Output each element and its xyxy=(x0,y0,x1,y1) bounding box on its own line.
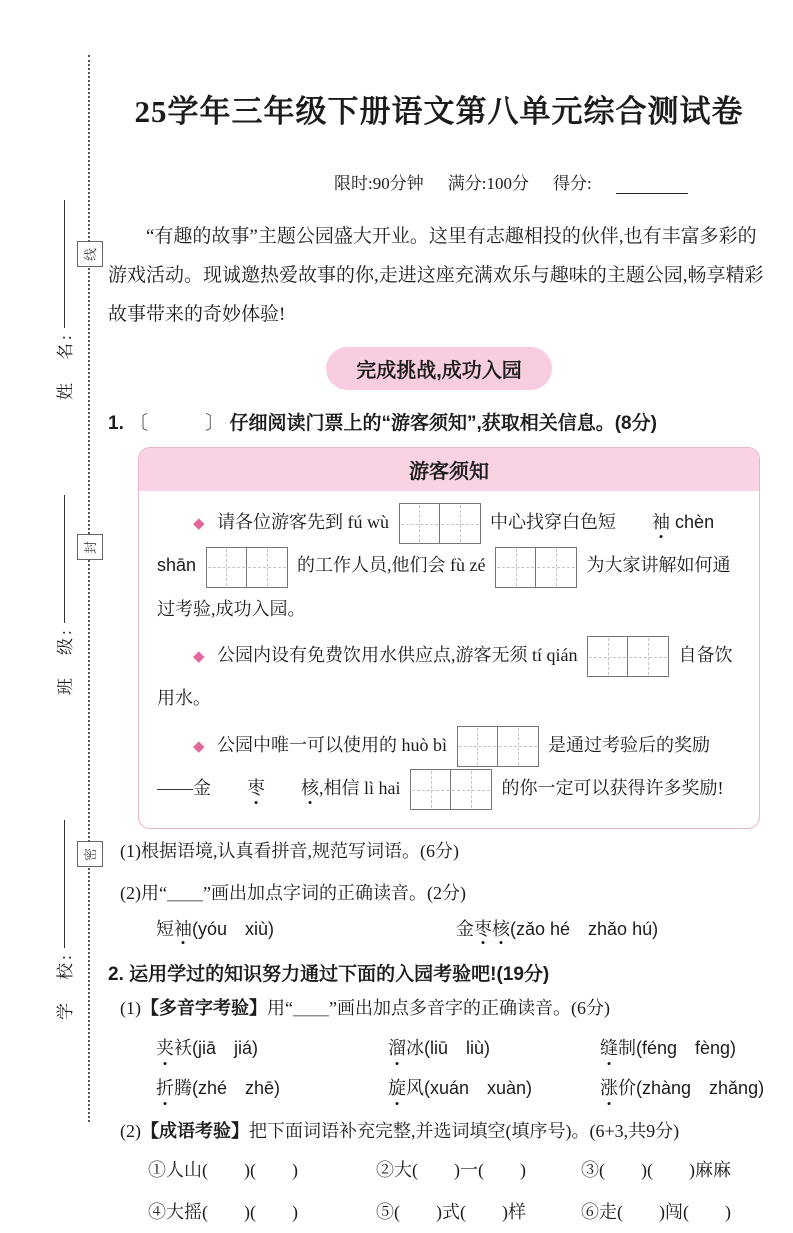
rule-1-text: 为大家讲解如何通过考验,成功入园。 xyxy=(157,555,731,619)
seal-char-box xyxy=(77,534,103,560)
idiom-item: ②大( )一( ) xyxy=(376,1160,526,1181)
sub-text: 用“＿＿”画出加点多音字的正确读音。(6分) xyxy=(267,997,610,1018)
pinyin-writing-grid xyxy=(410,769,492,810)
notice-body xyxy=(139,491,759,828)
rule-3-text: ,相信 lì hai xyxy=(319,777,401,798)
rule-1-pinyin: chèn shān xyxy=(157,511,715,576)
seal-char: 线 xyxy=(83,247,99,261)
paper-content xyxy=(108,0,770,1233)
school-field xyxy=(52,770,74,1020)
pinyin-options: (zǎo hé zhǎo hú) xyxy=(510,918,659,939)
word-char: 短 xyxy=(156,918,174,939)
question-2-text: 运用学过的知识努力通过下面的入园考验吧!(19分) xyxy=(129,963,550,985)
dotted-char: 核 xyxy=(301,777,319,798)
pinyin-writing-grid xyxy=(399,503,481,544)
dotted-char: 涨 xyxy=(600,1078,618,1099)
dotted-char: 枣 xyxy=(474,918,492,939)
dotted-char: 折 xyxy=(156,1078,174,1099)
dotted-char: 袖 xyxy=(174,918,192,939)
word-char: 制 xyxy=(618,1037,636,1058)
sub-tag: 【成语考验】 xyxy=(141,1120,249,1141)
score-label: 得分: xyxy=(552,174,592,193)
time-limit-label: 限时:90分钟 xyxy=(334,174,424,193)
diamond-bullet-icon: ◆ xyxy=(193,738,205,755)
dotted-char: 溜 xyxy=(388,1037,406,1058)
dotted-char: 枣 xyxy=(247,777,265,798)
question-2-sub-1 xyxy=(120,990,770,1028)
seal-char-box xyxy=(77,841,103,867)
rule-3-text: 公园中唯一可以使用的 huò bì xyxy=(217,734,448,755)
idiom-item: ⑥走( )闯( ) xyxy=(581,1201,731,1222)
sub-text: 把下面词语补充完整,并选词填空(填序号)。(6+3,共9分) xyxy=(249,1120,680,1141)
polyphone-item xyxy=(388,1028,600,1069)
rule-3-text: 的你一定可以获得许多奖励! xyxy=(501,777,724,798)
pinyin-options: (xuán xuàn) xyxy=(424,1078,533,1099)
polyphone-item xyxy=(156,1068,388,1109)
word-char: 价 xyxy=(618,1078,636,1099)
word-char: 腾 xyxy=(174,1078,192,1099)
idiom-items xyxy=(148,1150,770,1233)
sub-label: (2) xyxy=(120,1120,141,1141)
score-bracket: 〔 〕 xyxy=(129,412,225,434)
polyphone-item xyxy=(156,1028,388,1069)
pinyin-writing-grid xyxy=(495,547,577,588)
school-field-label: 学 校: xyxy=(55,952,75,1020)
class-field-label: 班 级: xyxy=(55,627,75,695)
word-char: 袄 xyxy=(174,1037,192,1058)
notice-rule-3 xyxy=(157,724,741,811)
pinyin-options: (zhàng zhǎng) xyxy=(636,1078,765,1099)
notice-title: 游客须知 xyxy=(139,448,759,491)
pinyin-options: (liū liù) xyxy=(424,1037,491,1058)
dotted-char: 核 xyxy=(492,918,510,939)
diamond-bullet-icon: ◆ xyxy=(193,515,205,532)
exam-meta-row xyxy=(334,169,770,194)
question-2-number: 2. xyxy=(108,963,124,985)
seal-char-box xyxy=(77,241,103,267)
question-2-sub-2 xyxy=(120,1113,770,1151)
question-1-sub-2: (2)用“＿＿”画出加点字词的正确读音。(2分) xyxy=(120,883,466,904)
word-char: 金 xyxy=(456,918,474,939)
word-char: 冰 xyxy=(406,1037,424,1058)
dotted-char: 袖 xyxy=(652,511,671,532)
school-blank-line xyxy=(64,820,65,948)
seal-dotted-line xyxy=(88,55,90,1122)
idiom-item: ④大摇( )( ) xyxy=(148,1201,298,1222)
pinyin-options: (yóu xiù) xyxy=(192,918,275,939)
pinyin-options: (jiā jiá) xyxy=(192,1037,259,1058)
dotted-char: 缝 xyxy=(600,1037,618,1058)
visitor-notice-box xyxy=(138,447,760,829)
answer-item xyxy=(456,915,658,941)
challenge-badge: 完成挑战,成功入园 xyxy=(326,347,552,390)
polyphone-items xyxy=(156,1028,770,1109)
diamond-bullet-icon: ◆ xyxy=(193,648,205,665)
polyphone-item xyxy=(600,1028,770,1069)
rule-1-text: 的工作人员,他们会 fù zé xyxy=(297,555,486,576)
rule-1-text: 中心找穿白色短 xyxy=(490,511,617,532)
q1-sub2-answer-row xyxy=(156,915,770,941)
name-field xyxy=(52,150,74,400)
page-title: 25学年三年级下册语文第八单元综合测试卷 xyxy=(134,94,744,129)
pinyin-options: (zhé zhē) xyxy=(192,1078,281,1099)
full-score-label: 满分:100分 xyxy=(447,174,529,193)
dotted-char: 旋 xyxy=(388,1078,406,1099)
pinyin-options: (féng fèng) xyxy=(636,1037,737,1058)
class-blank-line xyxy=(64,495,65,623)
polyphone-item xyxy=(388,1068,600,1109)
word-char: 风 xyxy=(406,1078,424,1099)
idiom-item: ⑤( )式( )样 xyxy=(376,1201,526,1222)
pinyin-writing-grid xyxy=(587,636,669,677)
question-1-sub-1: (1)根据语境,认真看拼音,规范写词语。(6分) xyxy=(120,841,459,862)
rule-2-text: 自备饮用水。 xyxy=(157,644,733,709)
question-1-heading xyxy=(108,408,770,435)
rule-2-text: 公园内设有免费饮用水供应点,游客无须 tí qián xyxy=(217,644,578,665)
pinyin-writing-grid xyxy=(206,547,288,588)
idiom-item: ①人山( )( ) xyxy=(148,1160,298,1181)
rule-3-text: 是通过考验后的奖励——金 xyxy=(157,734,711,798)
notice-rule-2 xyxy=(157,634,741,720)
question-1-number: 1. xyxy=(108,412,124,434)
pinyin-writing-grid xyxy=(457,726,539,767)
name-blank-line xyxy=(64,200,65,328)
dotted-char: 夹 xyxy=(156,1037,174,1058)
sub-tag: 【多音字考验】 xyxy=(141,997,267,1018)
intro-paragraph: “有趣的故事”主题公园盛大开业。这里有志趣相投的伙伴,也有丰富多彩的游戏活动。现诚邀热爱故事的你,走进这座充满欢乐与趣味的主题公园,畅享精彩故事带来的奇妙体验! xyxy=(108,226,764,325)
question-2-heading xyxy=(108,959,770,986)
seal-char: 密 xyxy=(83,847,99,861)
question-1-text: 仔细阅读门票上的“游客须知”,获取相关信息。(8分) xyxy=(229,412,657,434)
class-field xyxy=(52,445,74,695)
score-blank-line xyxy=(616,179,688,194)
polyphone-item xyxy=(600,1068,770,1109)
answer-item xyxy=(156,915,456,941)
notice-rule-1 xyxy=(157,501,741,630)
name-field-label: 姓 名: xyxy=(55,332,75,400)
sub-label: (1) xyxy=(120,997,141,1018)
rule-1-text: 请各位游客先到 fú wù xyxy=(217,511,390,532)
idiom-item: ③( )( )麻麻 xyxy=(581,1160,731,1181)
seal-char: 封 xyxy=(83,540,99,554)
